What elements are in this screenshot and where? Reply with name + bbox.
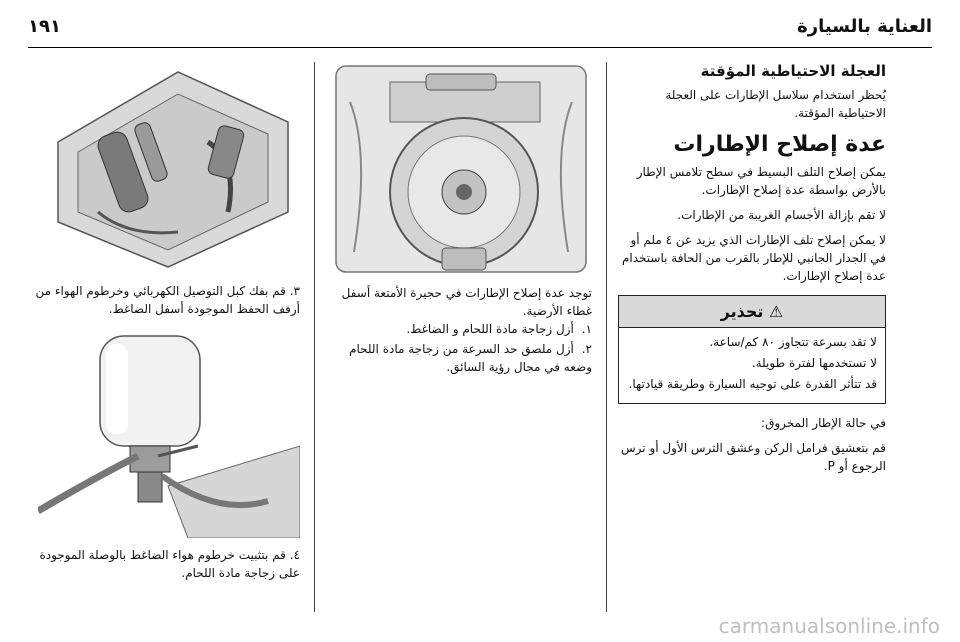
flat-tire-title: في حالة الإطار المخروق: bbox=[761, 416, 886, 430]
step-4-text: ٤. قم بتثبيت خرطوم هواء الضاغط بالوصلة الموجودة على زجاجة مادة اللحام. bbox=[39, 548, 300, 580]
page-header bbox=[28, 4, 932, 48]
step-number: ١. bbox=[581, 322, 592, 336]
page-title: العناية بالسيارة bbox=[797, 16, 932, 37]
column-divider-right bbox=[606, 62, 607, 612]
sealant-bottle-illustration bbox=[38, 326, 300, 538]
watermark: carmanualsonline.info bbox=[718, 614, 940, 638]
trunk-photo bbox=[330, 62, 592, 276]
repair-paragraph-3: لا يمكن إصلاح تلف الإطارات الذي يزيد عن ٤ ملم أو في الجدار الجانبي للإطار بالقرب من الحافة باستخدام عدة إصلاح الإطارات. bbox=[621, 233, 886, 283]
warning-body bbox=[619, 328, 885, 403]
left-column bbox=[32, 62, 300, 582]
repair-kit-title: عدة إصلاح الإطارات bbox=[673, 132, 886, 157]
steps-list bbox=[330, 320, 592, 376]
step-number: ٢. bbox=[581, 342, 592, 356]
warning-line: لا تستخدمها لفترة طويلة. bbox=[751, 356, 877, 370]
step-3-text: ٣. قم بفك كبل التوصيل الكهربائي وخرطوم الهواء من أرفف الحفظ الموجودة أسفل الضاغط. bbox=[35, 284, 300, 316]
flat-tire-text: قم بتعشيق فرامل الركن وعشق الترس الأول أو ترس الرجوع أو P. bbox=[621, 441, 886, 473]
bottle-hose-photo bbox=[38, 326, 300, 538]
step-item bbox=[330, 340, 592, 376]
warning-header bbox=[619, 296, 885, 328]
middle-column bbox=[330, 62, 592, 378]
warning-title: تحذير bbox=[720, 302, 764, 321]
kit-location-text: توجد عدة إصلاح الإطارات في حجيرة الأمتعة أسفل غطاء الأرضية. bbox=[341, 286, 592, 318]
step-item bbox=[330, 320, 592, 338]
page-number: ١٩١ bbox=[28, 16, 61, 37]
repair-paragraph-1: يمكن إصلاح التلف البسيط في سطح تلامس الإطار بالأرض بواسطة عدة إصلاح الإطارات. bbox=[636, 165, 886, 197]
compressor-photo bbox=[38, 62, 300, 274]
wheel-section-title: العجلة الاحتياطية المؤقتة bbox=[700, 62, 886, 80]
wheel-section-text: يُحظر استخدام سلاسل الإطارات على العجلة الاحتياطية المؤقتة. bbox=[665, 88, 886, 120]
warning-line: لا تقد بسرعة تتجاوز ٨٠ كم/ساعة. bbox=[709, 335, 877, 349]
repair-paragraph-2: لا تقم بإزالة الأجسام الغريبة من الإطارات. bbox=[677, 208, 886, 222]
right-column bbox=[618, 62, 886, 482]
warning-box bbox=[618, 295, 886, 404]
trunk-spare-wheel-illustration bbox=[330, 62, 592, 276]
column-divider-left bbox=[314, 62, 315, 612]
header-rule bbox=[28, 47, 932, 48]
step-text: أزل زجاجة مادة اللحام و الضاغط. bbox=[406, 322, 574, 336]
compressor-kit-illustration bbox=[38, 62, 300, 274]
step-text: أزل ملصق حد السرعة من زجاجة مادة اللحام وضعه في مجال رؤية السائق. bbox=[349, 342, 592, 374]
warning-line: قد تتأثر القدرة على توجيه السيارة وطريقة قيادتها. bbox=[628, 377, 877, 391]
warning-icon: ⚠ bbox=[768, 302, 784, 321]
